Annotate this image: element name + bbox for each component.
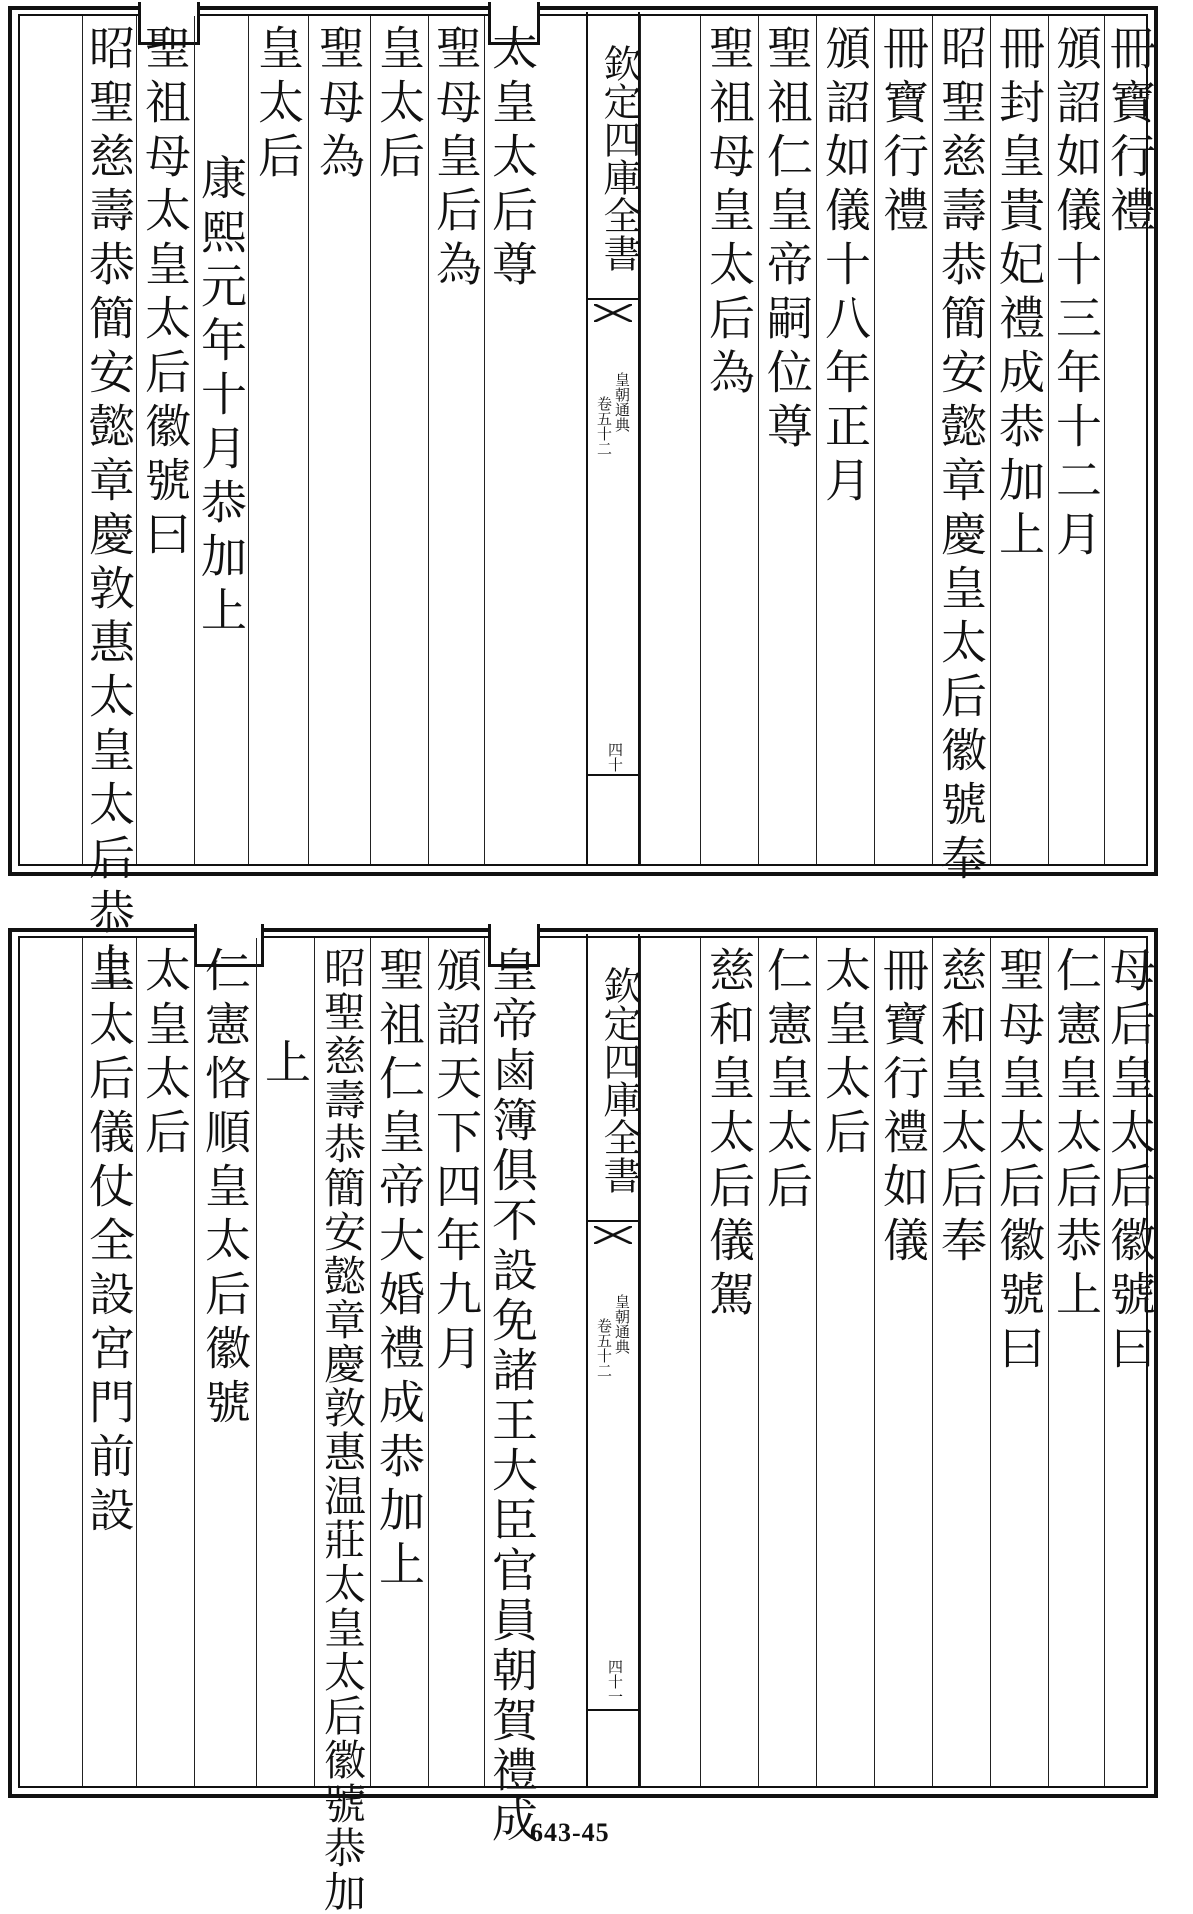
text-column: 冊寶行禮如儀 <box>876 946 930 1270</box>
text-column: 母后皇太后徽號曰 <box>1103 946 1157 1378</box>
text-column: 聖母皇太后徽號曰 <box>992 946 1046 1378</box>
text-column: 聖祖仁皇帝大婚禮成恭加上 <box>372 946 426 1594</box>
text-column: 仁憲皇太后恭上 <box>1049 946 1103 1324</box>
text-column: 冊封皇貴妃禮成恭加上 <box>992 24 1046 564</box>
fold-page-line <box>588 1709 638 1711</box>
text-column: 頒詔如儀十八年正月 <box>818 24 872 510</box>
text-column: 慈和皇太后奉 <box>934 946 988 1270</box>
fish-tail-mark <box>588 1220 638 1252</box>
fold-page-number: 四十 <box>606 742 624 772</box>
text-column: 慈和皇太后儀駕 <box>702 946 756 1324</box>
text-column: 冊寶行禮 <box>1103 24 1157 240</box>
upper-page-frame <box>18 14 1157 996</box>
page-fold <box>586 12 640 866</box>
text-column: 聖母為 <box>312 24 366 186</box>
fold-page-line <box>588 774 638 776</box>
page-fold <box>586 934 640 1788</box>
text-column: 仁憲皇太后 <box>760 946 814 1216</box>
text-column: 太皇太后 <box>818 946 872 1162</box>
text-column: 康熙元年十月恭加上 <box>194 154 248 640</box>
text-column: 聖祖母太皇太后徽號曰 <box>138 24 192 564</box>
text-column: 皇太后 <box>372 24 426 186</box>
text-column: 皇帝鹵簿俱不設免諸王大臣官員朝賀禮成 <box>485 946 539 1846</box>
text-column: 皇太后儀仗全設宮門前設 <box>82 946 136 1540</box>
text-column: 太皇太后 <box>138 946 192 1162</box>
fold-book-name: 皇朝通典 <box>613 372 631 432</box>
fold-volume: 卷五十二 <box>595 396 613 456</box>
text-column: 頒詔如儀十三年十二月 <box>1049 24 1103 564</box>
text-column: 上 <box>258 1038 312 1092</box>
text-column: 冊寶行禮 <box>876 24 930 240</box>
upper-page <box>8 6 1158 996</box>
fold-volume: 卷五十二 <box>595 1318 613 1378</box>
text-column: 昭聖慈壽恭簡安懿章慶皇太后徽號奉 <box>934 24 988 888</box>
text-column: 聖祖母皇太后為 <box>702 24 756 402</box>
text-column: 聖母皇后為 <box>429 24 483 294</box>
text-column: 昭聖慈壽恭簡安懿章慶敦惠太皇太后恭上 <box>82 24 136 996</box>
text-column: 昭聖慈壽恭簡安懿章慶敦惠温莊太皇太后徽號恭加 <box>318 946 367 1914</box>
page-footer-number: 643-45 <box>530 1818 610 1847</box>
fold-title: 欽定四庫全書 <box>597 966 641 1194</box>
text-column: 皇太后 <box>251 24 305 186</box>
fold-page-number: 四十一 <box>606 1659 624 1704</box>
text-column: 仁憲恪順皇太后徽號 <box>198 946 252 1432</box>
fold-book-name: 皇朝通典 <box>613 1294 631 1354</box>
fish-tail-mark <box>588 298 638 330</box>
fold-title: 欽定四庫全書 <box>597 44 641 272</box>
text-column: 聖祖仁皇帝嗣位尊 <box>760 24 814 456</box>
text-column: 頒詔天下四年九月 <box>429 946 483 1378</box>
text-column: 太皇太后尊 <box>485 24 539 294</box>
